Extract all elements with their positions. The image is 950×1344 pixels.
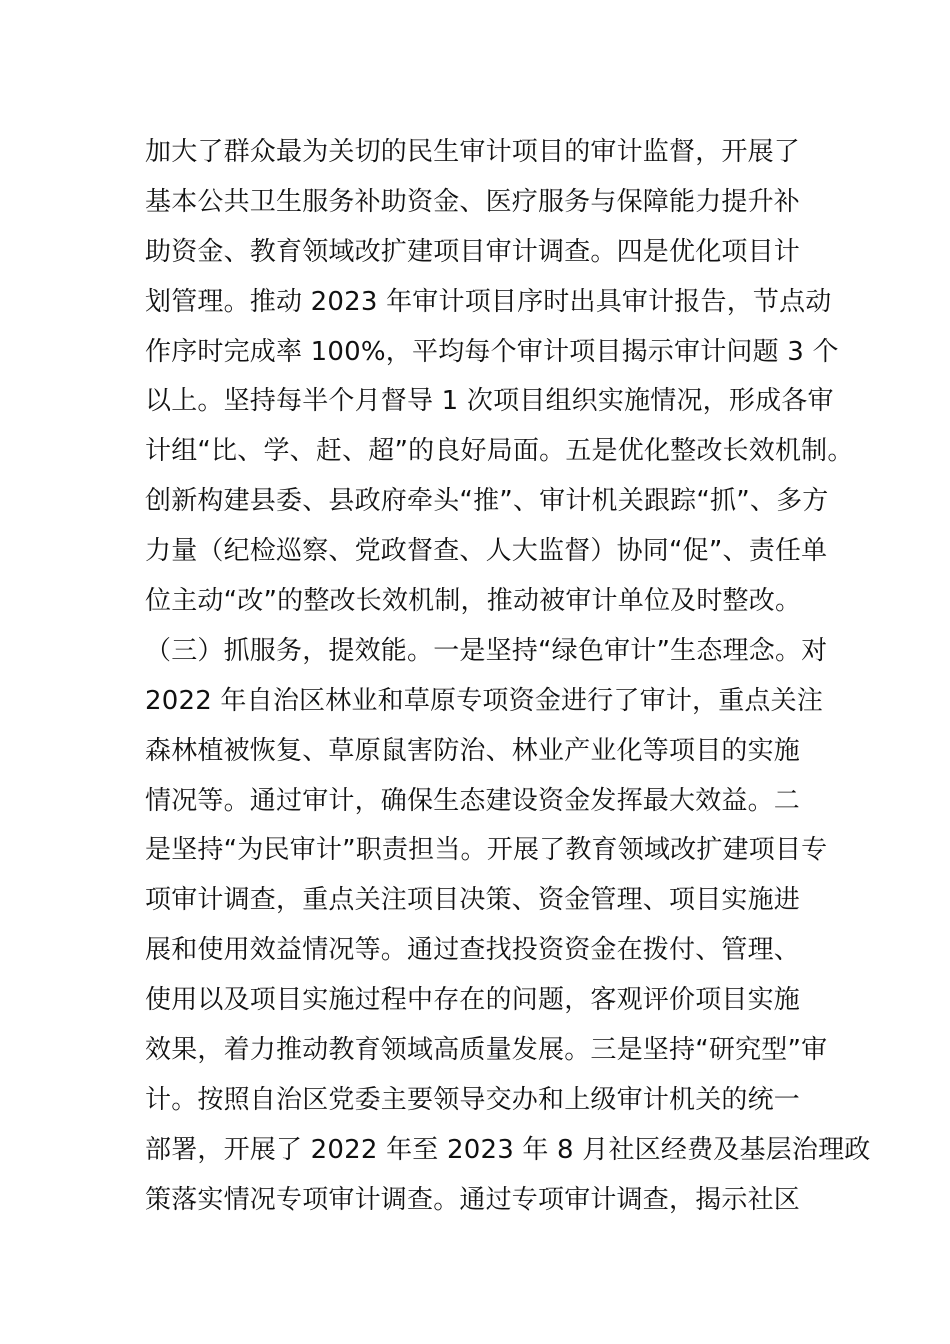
text-line: 2022 年自治区林业和草原专项资金进行了审计，重点关注: [145, 685, 824, 716]
text-line: 位主动“改”的整改长效机制，推动被审计单位及时整改。: [145, 586, 802, 617]
text-line: 是坚持“为民审计”职责担当。开展了教育领域改扩建项目专: [145, 835, 828, 866]
text-line: 部署，开展了 2022 年至 2023 年 8 月社区经费及基层治理政: [145, 1134, 871, 1165]
text-line: 项审计调查，重点关注项目决策、资金管理、项目实施进: [145, 885, 801, 916]
text-line: 策落实情况专项审计调查。通过专项审计调查，揭示社区: [145, 1184, 801, 1215]
text-line: 森林植被恢复、草原鼠害防治、林业产业化等项目的实施: [145, 735, 801, 766]
text-line: 力量（纪检巡察、党政督查、人大监督）协同“促”、责任单: [145, 536, 828, 567]
text-line: 情况等。通过审计，确保生态建设资金发挥最大效益。二: [145, 785, 801, 816]
text-line: 划管理。推动 2023 年审计项目序时出具审计报告，节点动: [145, 286, 832, 317]
text-line: 使用以及项目实施过程中存在的问题，客观评价项目实施: [145, 985, 801, 1016]
text-line: 基本公共卫生服务补助资金、医疗服务与保障能力提升补: [145, 186, 801, 217]
text-line: 展和使用效益情况等。通过查找投资资金在拨付、管理、: [145, 935, 801, 966]
text-line: 创新构建县委、县政府牵头“推”、审计机关跟踪“抓”、多方: [145, 486, 829, 517]
section-heading-line: （三）抓服务，提效能。一是坚持“绿色审计”生态理念。对: [145, 635, 828, 666]
text-line: 计组“比、学、赶、超”的良好局面。五是优化整改长效机制。: [145, 436, 854, 467]
body-text: [145, 128, 871, 1226]
text-line: 效果，着力推动教育领域高质量发展。三是坚持“研究型”审: [145, 1035, 828, 1066]
text-line: 助资金、教育领域改扩建项目审计调查。四是优化项目计: [145, 236, 801, 267]
text-line: 以上。坚持每半个月督导 1 次项目组织实施情况，形成各审: [145, 386, 834, 417]
text-line: 加大了群众最为关切的民生审计项目的审计监督，开展了: [145, 137, 801, 167]
text-line: 作序时完成率 100%，平均每个审计项目揭示审计问题 3 个: [145, 336, 839, 367]
text-line: 计。按照自治区党委主要领导交办和上级审计机关的统一: [145, 1084, 801, 1115]
